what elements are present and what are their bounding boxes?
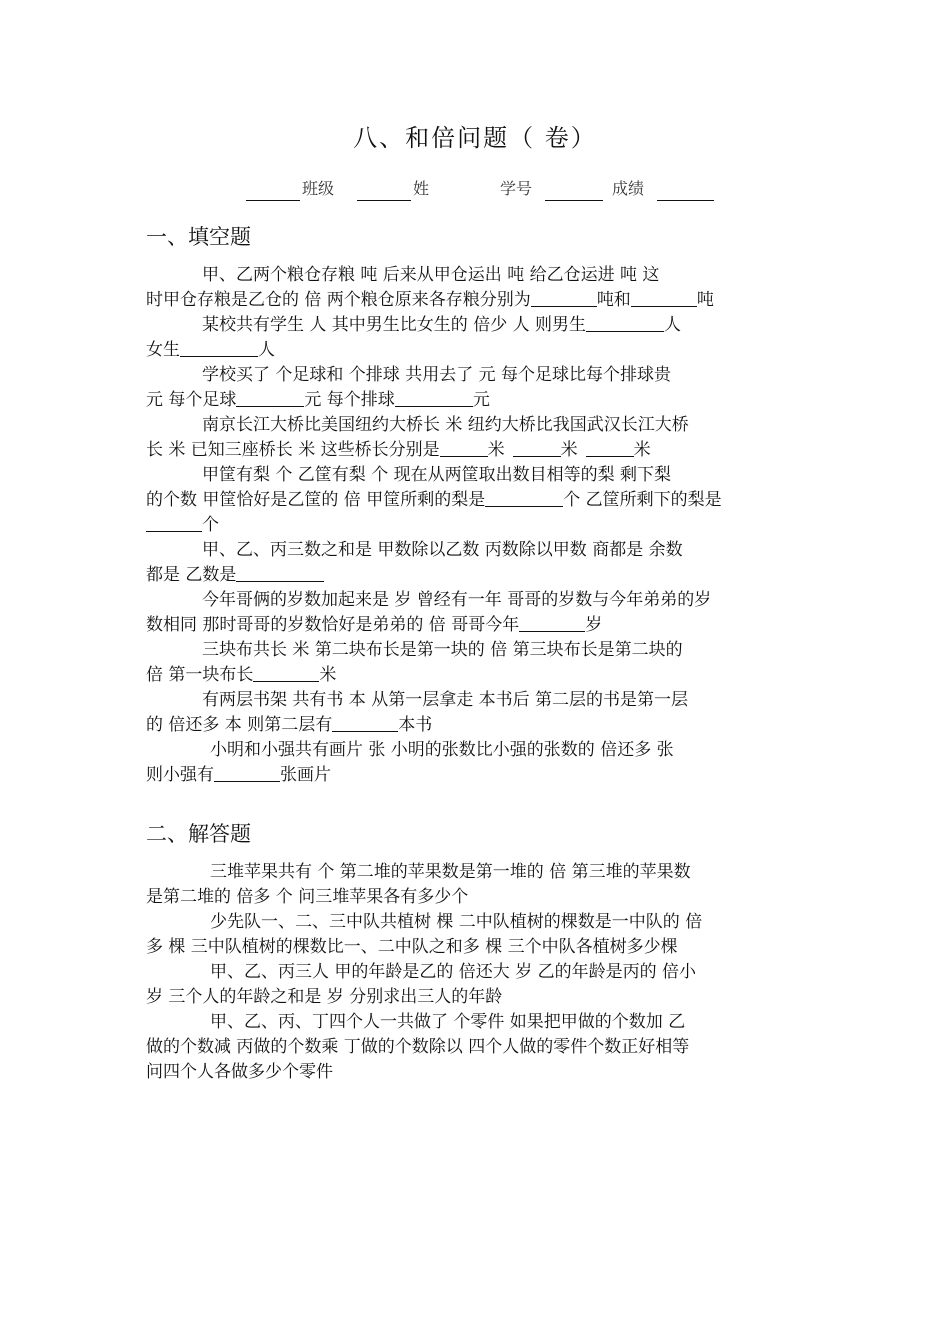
name-label: 姓 [413, 179, 430, 198]
question-line: 张画片 [280, 765, 331, 785]
question-line: 多 棵 三中队植树的棵数比一、二中队之和多 棵 三个中队各植树多少棵 [146, 937, 678, 957]
question-line: 是第二堆的 倍多 个 问三堆苹果各有多少个 [146, 887, 469, 907]
answer-blank[interactable] [214, 763, 280, 782]
question-line: 元 [472, 390, 490, 410]
question-line: 甲、乙两个粮仓存粮 吨 后来从甲仓运出 吨 给乙仓运进 吨 这 [202, 265, 660, 285]
question-line: 个 乙筐所剩下的梨是 [563, 490, 722, 510]
question-line: 时甲仓存粮是乙仓的 倍 两个粮仓原来各存粮分别为 [146, 290, 531, 310]
question-line: 倍 第一块布长 [146, 665, 254, 685]
class-blank[interactable] [246, 200, 300, 201]
answer-blank[interactable] [519, 613, 585, 632]
question-fill-10 [146, 738, 810, 788]
question-fill-8 [146, 638, 810, 688]
question-line: 做的个数减 丙做的个数乘 丁做的个数除以 四个人做的零件个数正好相等 [146, 1037, 690, 1057]
answer-blank[interactable] [586, 313, 664, 332]
question-line: 甲、乙、丙三人 甲的年龄是乙的 倍还大 岁 乙的年龄是丙的 倍小 [210, 962, 697, 982]
class-label: 班级 [302, 179, 335, 198]
student-number-label: 学号 [500, 179, 533, 198]
question-line: 数相同 那时哥哥的岁数恰好是弟弟的 倍 哥哥今年 [146, 615, 520, 635]
answer-blank[interactable] [531, 288, 597, 307]
question-line: 元 每个排球 [304, 390, 395, 410]
question-fill-7 [146, 588, 810, 638]
question-line: 三堆苹果共有 个 第二堆的苹果数是第一堆的 倍 第三堆的苹果数 [210, 862, 691, 882]
question-line: 则小强有 [146, 765, 214, 785]
question-line: 米 [560, 440, 578, 460]
score-blank[interactable] [657, 200, 714, 201]
answer-blank[interactable] [180, 338, 258, 357]
question-solve-1 [146, 860, 810, 910]
question-line: 米 [633, 440, 651, 460]
question-line: 甲筐有梨 个 乙筐有梨 个 现在从两筐取出数目相等的梨 剩下梨 [202, 465, 672, 485]
question-line: 米 [319, 665, 337, 685]
question-line: 米 [487, 440, 505, 460]
question-line: 岁 [585, 615, 603, 635]
question-line: 吨和 [596, 290, 631, 310]
question-line: 女生 [146, 340, 180, 360]
student-number-blank[interactable] [545, 200, 603, 201]
question-fill-2 [146, 313, 810, 363]
question-line: 学校买了 个足球和 个排球 共用去了 元 每个足球比每个排球贵 [202, 365, 672, 385]
question-line: 元 每个足球 [146, 390, 237, 410]
answer-blank[interactable] [440, 438, 488, 457]
question-line: 的 倍还多 本 则第二层有 [146, 715, 333, 735]
question-line: 的个数 甲筐恰好是乙筐的 倍 甲筐所剩的梨是 [146, 490, 486, 510]
question-fill-4 [146, 413, 810, 463]
student-info-row [0, 176, 950, 206]
section-heading-solve: 二、解答题 [146, 822, 251, 846]
question-line: 小明和小强共有画片 张 小明的张数比小强的张数的 倍还多 张 [210, 740, 674, 760]
question-line: 本书 [398, 715, 433, 735]
question-line: 甲、乙、丙、丁四个人一共做了 个零件 如果把甲做的个数加 乙 [210, 1012, 686, 1032]
question-line: 长 米 已知三座桥长 米 这些桥长分别是 [146, 440, 440, 460]
question-line: 甲、乙、丙三数之和是 甲数除以乙数 丙数除以甲数 商都是 余数 [202, 540, 683, 560]
answer-blank[interactable] [586, 438, 634, 457]
question-line: 人 [664, 315, 682, 335]
question-line: 某校共有学生 人 其中男生比女生的 倍少 人 则男生 [202, 315, 587, 335]
question-line: 今年哥俩的岁数加起来是 岁 曾经有一年 哥哥的岁数与今年弟弟的岁 [202, 590, 712, 610]
question-solve-3 [146, 960, 810, 1010]
question-fill-5 [146, 463, 810, 538]
name-blank[interactable] [357, 200, 411, 201]
answer-blank[interactable] [631, 288, 697, 307]
question-solve-4 [146, 1010, 810, 1085]
section-heading-fill-in: 一、填空题 [146, 225, 251, 249]
question-line: 岁 三个人的年龄之和是 岁 分别求出三人的年龄 [146, 987, 503, 1007]
answer-blank[interactable] [485, 488, 563, 507]
question-line: 都是 乙数是 [146, 565, 237, 585]
score-label: 成绩 [612, 179, 645, 198]
question-line: 三块布共长 米 第二块布长是第一块的 倍 第三块布长是第二块的 [202, 640, 683, 660]
question-line: 少先队一、二、三中队共植树 棵 二中队植树的棵数是一中队的 倍 [210, 912, 703, 932]
answer-blank[interactable] [236, 563, 324, 582]
question-line: 个 [202, 515, 219, 535]
answer-blank[interactable] [236, 388, 304, 407]
question-fill-1 [146, 263, 810, 313]
answer-blank[interactable] [332, 713, 398, 732]
answer-blank[interactable] [513, 438, 561, 457]
question-line: 有两层书架 共有书 本 从第一层拿走 本书后 第二层的书是第一层 [202, 690, 689, 710]
question-fill-6 [146, 538, 810, 588]
question-fill-9 [146, 688, 810, 738]
question-line: 问四个人各做多少个零件 [146, 1062, 333, 1082]
question-line: 人 [258, 340, 275, 360]
answer-blank[interactable] [395, 388, 473, 407]
page-title: 八、和倍问题（ 卷） [353, 124, 597, 152]
answer-blank[interactable] [146, 513, 202, 532]
question-line: 吨 [696, 290, 714, 310]
question-line: 南京长江大桥比美国纽约大桥长 米 纽约大桥比我国武汉长江大桥 [202, 415, 689, 435]
answer-blank[interactable] [253, 663, 319, 682]
question-fill-3 [146, 363, 810, 413]
question-solve-2 [146, 910, 810, 960]
